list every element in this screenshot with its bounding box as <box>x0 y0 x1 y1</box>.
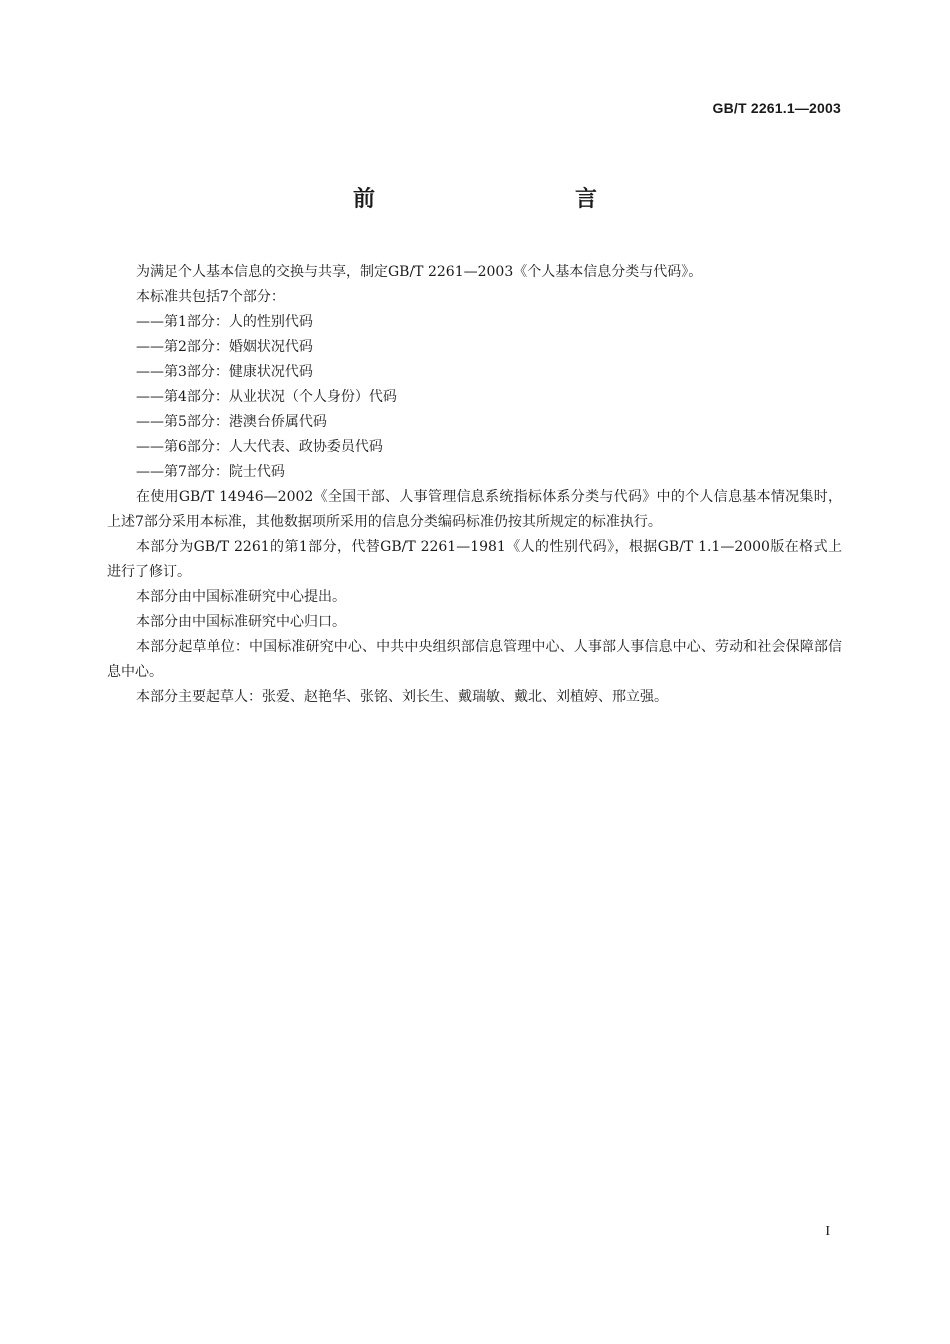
drafting-units-paragraph: 本部分起草单位：中国标准研究中心、中共中央组织部信息管理中心、人事部人事信息中心、劳动和社会保障部信息中心。 <box>107 639 842 680</box>
standard-number: GB/T 2261.1—2003 <box>712 100 841 116</box>
proposed-by-paragraph: 本部分由中国标准研究中心提出。 <box>136 589 346 605</box>
page-number: I <box>825 1224 830 1239</box>
page-title: 前 言 <box>352 187 649 212</box>
centralized-by-paragraph: 本部分由中国标准研究中心归口。 <box>136 614 346 630</box>
drafters-paragraph: 本部分主要起草人：张爱、赵艳华、张铭、刘长生、戴瑞敏、戴北、刘植婷、邢立强。 <box>136 689 668 705</box>
intro-paragraph: 为满足个人基本信息的交换与共享，制定GB/T 2261—2003《个人基本信息分类与代码》。 <box>136 264 703 280</box>
replacement-paragraph: 本部分为GB/T 2261的第1部分，代替GB/T 2261—1981《人的性别代码》，根据GB/T 1.1—2000版在格式上进行了修订。 <box>107 539 842 580</box>
part-list-item-2: ——第2部分：婚姻状况代码 <box>136 339 313 355</box>
usage-paragraph: 在使用GB/T 14946—2002《全国干部、人事管理信息系统指标体系分类与代码》中的个人信息基本情况集时，上述7部分采用本标准，其他数据项所采用的信息分类编码标准仍按其所规定的标准执行。 <box>107 489 842 530</box>
part-list-item-3: ——第3部分：健康状况代码 <box>136 364 313 380</box>
parts-intro-paragraph: 本标准共包括7个部分： <box>136 289 285 305</box>
part-list-item-5: ——第5部分：港澳台侨属代码 <box>136 414 327 430</box>
part-list-item-7: ——第7部分：院士代码 <box>136 464 285 480</box>
document-body <box>107 260 842 710</box>
part-list-item-4: ——第4部分：从业状况（个人身份）代码 <box>136 389 397 405</box>
part-list-item-1: ——第1部分：人的性别代码 <box>136 314 313 330</box>
part-list-item-6: ——第6部分：人大代表、政协委员代码 <box>136 439 383 455</box>
